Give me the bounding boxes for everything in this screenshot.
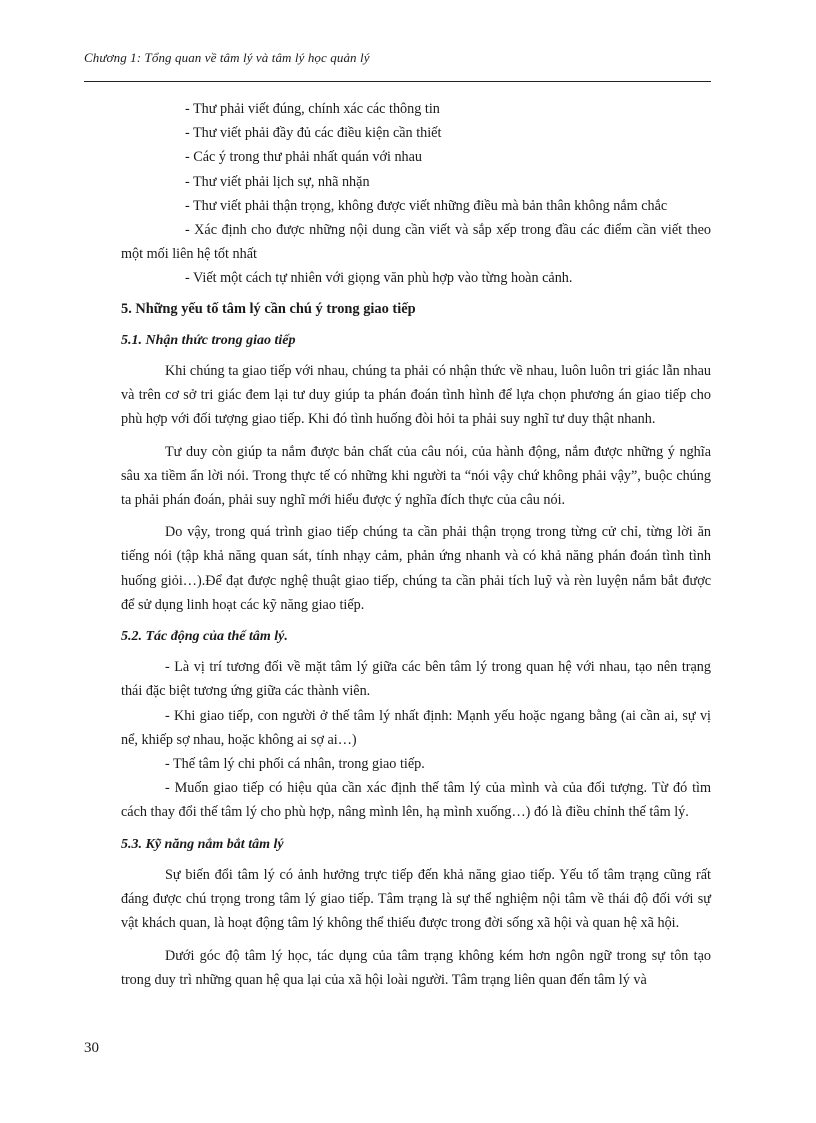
subsection-heading: 5.1. Nhận thức trong giao tiếp (121, 332, 296, 348)
page-body (121, 97, 711, 992)
bullet-item: - Thư viết phải lịch sự, nhã nhặn (185, 173, 370, 190)
bullet-item: - Xác định cho được những nội dung cần viết và sắp xếp trong đầu các điểm cần viết theo một mối liên hệ tốt nhất (121, 222, 711, 263)
bullet-item: - Thư phải viết đúng, chính xác các thông tin (185, 101, 440, 117)
body-paragraph: - Thế tâm lý chi phối cá nhân, trong giao tiếp. (165, 756, 425, 773)
bullet-item: - Các ý trong thư phải nhất quán với nhau (185, 149, 423, 166)
subsection-heading: 5.3. Kỹ năng nắm bắt tâm lý (121, 836, 284, 852)
bullet-item: - Thư viết phải đầy đủ các điều kiện cần thiết (185, 125, 442, 142)
body-paragraph: - Khi giao tiếp, con người ở thế tâm lý nhất định: Mạnh yếu hoặc ngang bằng (ai cần ai, sự vị nể, khiếp sợ nhau, hoặc không ai sợ ai…) (121, 707, 711, 748)
body-paragraph: - Muốn giao tiếp có hiệu qủa cần xác định thế tâm lý của mình và của đối tượng. Từ đó tìm cách thay đổi thế tâm lý cho phù hợp, nâng mình lên, hạ mình xuống…) đó là điều chỉnh thế tâm lý. (121, 780, 711, 821)
body-paragraph: - Là vị trí tương đối về mặt tâm lý giữa các bên tâm lý trong quan hệ với nhau, tạo nên trạng thái đặc biệt tương ứng giữa các thành viên. (121, 659, 711, 700)
running-header: Chương 1: Tổng quan về tâm lý và tâm lý học quản lý (84, 50, 370, 65)
body-paragraph: Tư duy còn giúp ta nắm được bản chất của câu nói, của hành động, nắm được những ý nghĩa sâu xa tiềm ẩn lời nói. Trong thực tế có những khi người ta “nói vậy chứ không phải vậy”, buộc chúng ta phải phán đoán, phải suy nghĩ mới hiểu được ý nghĩa đích thực của câu nói. (121, 443, 711, 509)
bullet-item: - Viết một cách tự nhiên với giọng văn phù hợp vào từng hoàn cảnh. (185, 270, 573, 287)
section-heading: 5. Những yếu tố tâm lý cần chú ý trong giao tiếp (121, 300, 416, 317)
body-paragraph: Khi chúng ta giao tiếp với nhau, chúng ta phải có nhận thức về nhau, luôn luôn tri giác lẫn nhau và trên cơ sở tri giác đem lại tư duy giúp ta phán đoán tình hình để lựa chọn phương án giao tiếp cho phù hợp với đối tượng giao tiếp. Khi đó tình huống đòi hỏi ta phải suy nghĩ tư duy thật nhanh. (121, 363, 711, 428)
body-paragraph: Sự biến đổi tâm lý có ảnh hưởng trực tiếp đến khả năng giao tiếp. Yếu tố tâm trạng cũng rất đáng được chú trọng trong tâm lý giao tiếp. Tâm trạng là sự thể nghiệm nội tâm về thái độ đối với sự vật khách quan, là hoạt động tâm lý không thể thiếu được trong đời sống xã hội và quan hệ xã hội. (121, 866, 711, 932)
subsection-heading: 5.2. Tác động của thế tâm lý. (121, 629, 288, 645)
header-divider (84, 81, 711, 82)
bullet-item: - Thư viết phải thận trọng, không được viết những điều mà bản thân không nắm chắc (185, 197, 668, 214)
page-number: 30 (84, 1040, 99, 1056)
body-paragraph: Do vậy, trong quá trình giao tiếp chúng ta cần phải thận trọng trong từng cử chỉ, từng lời ăn tiếng nói (tập khả năng quan sát, tính nhạy cảm, phản ứng nhanh và có khả năng phán đoán tình tình huống giỏi…).Để đạt được nghệ thuật giao tiếp, chúng ta cần phải tích luỹ và rèn luyện nắm bắt được để sử dụng linh hoạt các kỹ năng giao tiếp. (121, 524, 711, 613)
body-paragraph: Dưới góc độ tâm lý học, tác dụng của tâm trạng không kém hơn ngôn ngữ trong sự tôn tạo trong duy trì những quan hệ qua lại của xã hội loài người. Tâm trạng liên quan đến tâm lý và (121, 947, 711, 988)
